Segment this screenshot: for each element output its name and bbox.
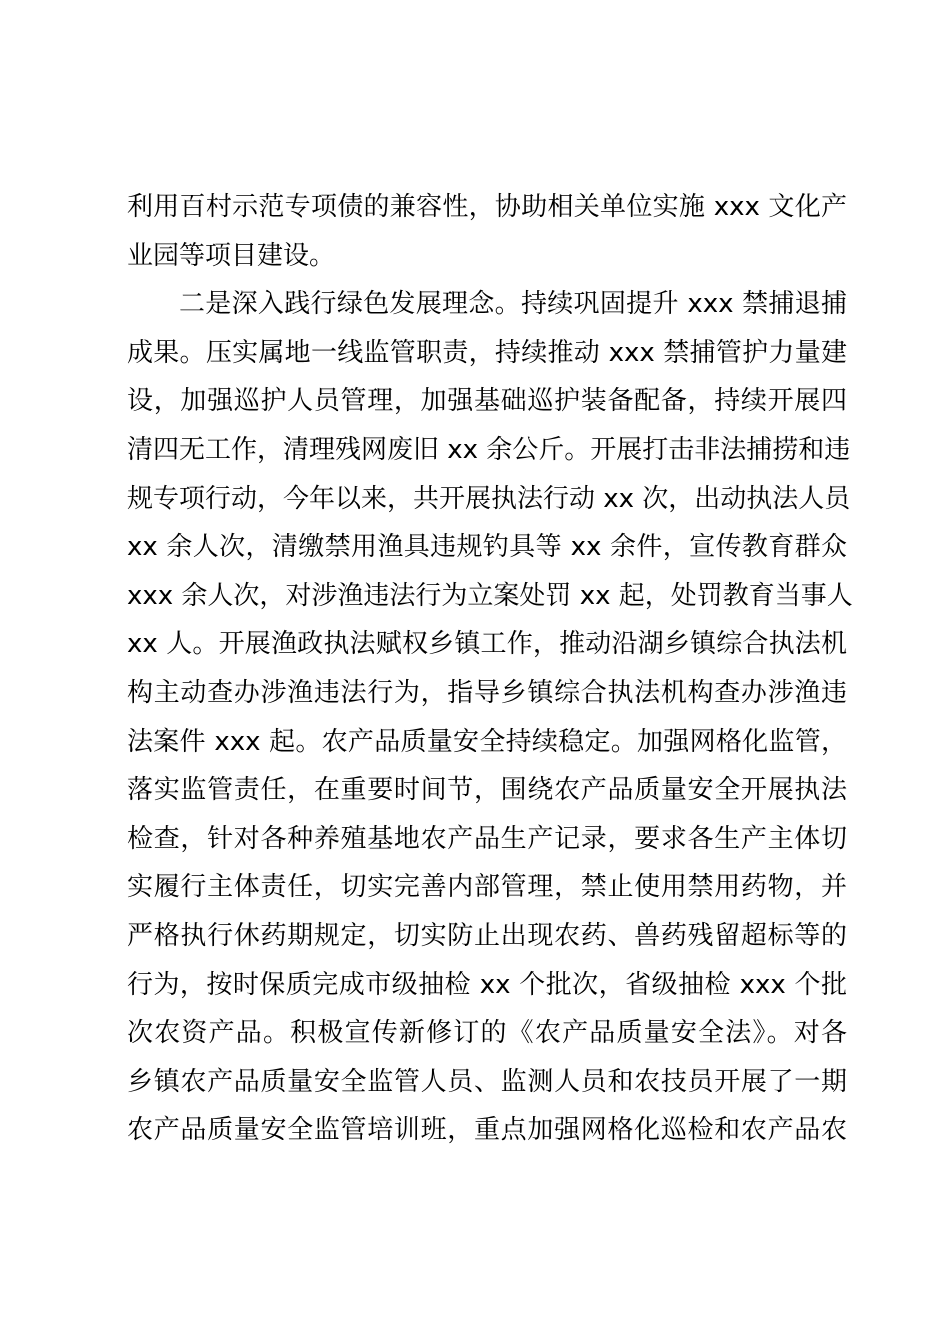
paragraph-2-line: xx 人。开展渔政执法赋权乡镇工作，推动沿湖乡镇综合执法机 bbox=[127, 629, 847, 660]
paragraph-2-line: 构主动查办涉渔违法行为，指导乡镇综合执法机构查办涉渔违 bbox=[127, 677, 847, 708]
paragraph-1-line: 业园等项目建设。 bbox=[127, 240, 336, 271]
paragraph-2-line: xxx 余人次，对涉渔违法行为立案处罚 xx 起，处罚教育当事人 bbox=[127, 580, 853, 611]
paragraph-2-line: 清四无工作，清理残网废旧 xx 余公斤。开展打击非法捕捞和违 bbox=[127, 434, 851, 465]
document-body bbox=[127, 183, 853, 1155]
paragraph-2-line: 二是深入践行绿色发展理念。持续巩固提升 xxx 禁捕退捕 bbox=[179, 289, 847, 320]
paragraph-2-line: 乡镇农产品质量安全监管人员、监测人员和农技员开展了一期 bbox=[127, 1066, 847, 1097]
paragraph-2-line: 设，加强巡护人员管理，加强基础巡护装备配备，持续开展四 bbox=[127, 386, 847, 417]
paragraph-2-line: 成果。压实属地一线监管职责，持续推动 xxx 禁捕管护力量建 bbox=[127, 337, 847, 368]
paragraph-2-line: 落实监管责任，在重要时间节，围绕农产品质量安全开展执法 bbox=[127, 775, 847, 806]
paragraph-2-line: 实履行主体责任，切实完善内部管理，禁止使用禁用药物，并 bbox=[127, 872, 847, 903]
paragraph-2-line: 法案件 xxx 起。农产品质量安全持续稳定。加强网格化监管， bbox=[127, 726, 847, 757]
paragraph-2-line: 次农资产品。积极宣传新修订的《农产品质量安全法》。对各 bbox=[127, 1018, 847, 1049]
paragraph-2-line: 规专项行动，今年以来，共开展执法行动 xx 次，出动执法人员 bbox=[127, 483, 851, 514]
paragraph-2-line: 严格执行休药期规定，切实防止出现农药、兽药残留超标等的 bbox=[127, 920, 847, 951]
paragraph-2-line: 农产品质量安全监管培训班，重点加强网格化巡检和农产品农 bbox=[127, 1115, 847, 1146]
paragraph-2-line: 检查，针对各种养殖基地农产品生产记录，要求各生产主体切 bbox=[127, 823, 847, 854]
paragraph-1-line: 利用百村示范专项债的兼容性，协助相关单位实施 xxx 文化产 bbox=[127, 192, 847, 222]
paragraph-2-line: xx 余人次，清缴禁用渔具违规钓具等 xx 余件，宣传教育群众 bbox=[127, 532, 847, 563]
paragraph-2-line: 行为，按时保质完成市级抽检 xx 个批次，省级抽检 xxx 个批 bbox=[127, 969, 847, 1000]
